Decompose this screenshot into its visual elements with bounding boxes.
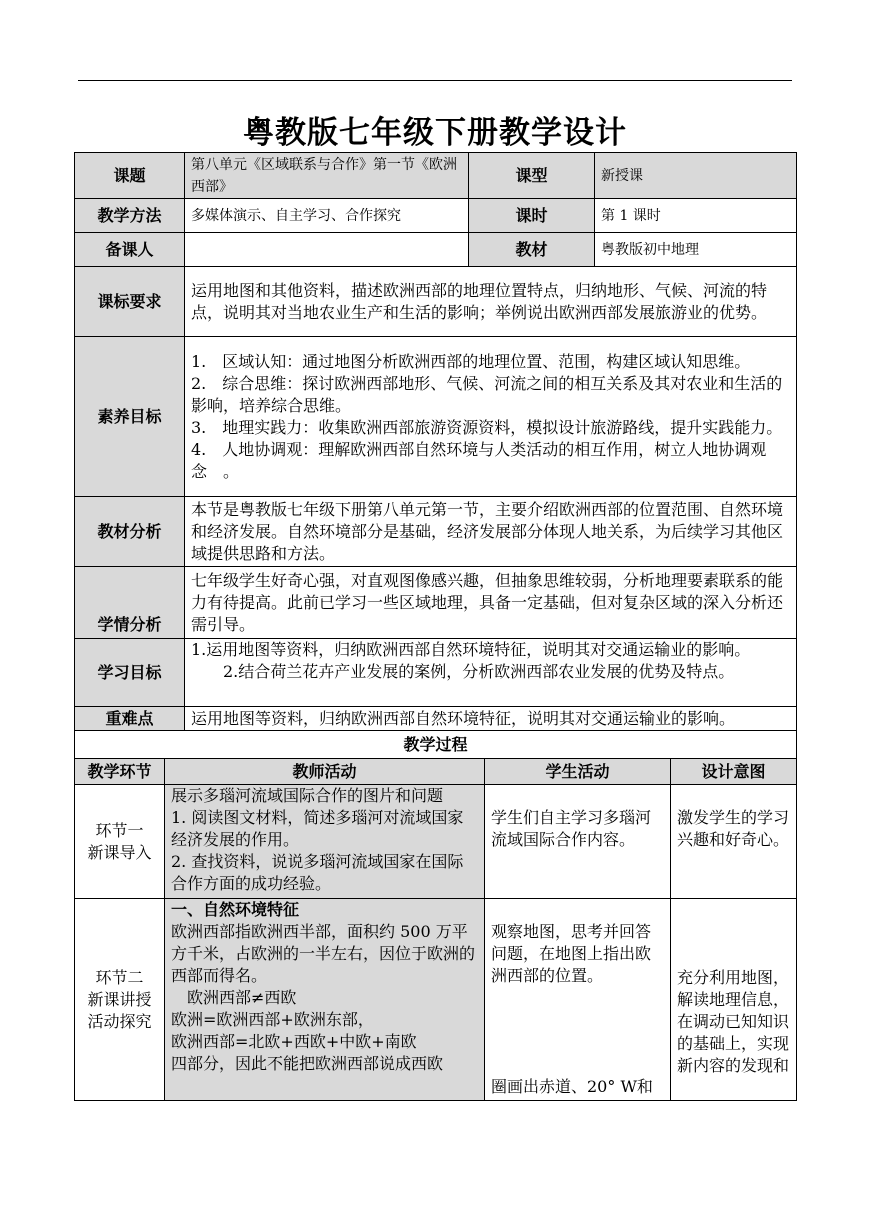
process-title: 教学过程 bbox=[75, 731, 797, 759]
column-header: 教学环节 bbox=[75, 759, 165, 785]
teacher-line: 1. 阅读图文材料，简述多瑙河对流域国家经济发展的作用。 bbox=[171, 808, 464, 849]
textbook-value: 粤教版初中地理 bbox=[595, 233, 797, 267]
table-row bbox=[75, 199, 797, 233]
literacy-list bbox=[185, 337, 797, 497]
column-header: 教师活动 bbox=[165, 759, 485, 785]
goals-item: 2.结合荷兰花卉产业发展的案例，分析欧洲西部农业发展的优势及特点。 bbox=[191, 662, 735, 681]
table-row bbox=[75, 731, 797, 759]
teacher-line: 展示多瑙河流域国际合作的图片和问题 bbox=[171, 786, 444, 805]
textbook-label: 教材 bbox=[469, 233, 595, 267]
design-intent: 充分利用地图，解读地理信息，在调动已知知识的基础上，实现新内容的发现和 bbox=[671, 899, 797, 1101]
hours-label: 课时 bbox=[469, 199, 595, 233]
design-intent: 激发学生的学习兴趣和好奇心。 bbox=[671, 785, 797, 899]
teacher-line: 欧洲西部=北欧+西欧+中欧+南欧 bbox=[171, 1032, 417, 1051]
student-line: 观察地图，思考并回答问题，在地图上指出欧洲西部的位置。 bbox=[491, 922, 652, 985]
goals-label: 学习目标 bbox=[75, 639, 185, 707]
material-text: 本节是粤教版七年级下册第八单元第一节，主要介绍欧洲西部的位置范围、自然环境和经济发展。自然环境部分是基础，经济发展部分体现人地关系，为后续学习其他区域提供思路和方法。 bbox=[185, 497, 797, 567]
curriculum-label: 课标要求 bbox=[75, 267, 185, 337]
teacher-line: 欧洲西部≠西欧 bbox=[171, 988, 297, 1007]
document-title: 粤教版七年级下册教学设计 bbox=[243, 115, 627, 151]
stage-cell bbox=[75, 899, 165, 1101]
teacher-line: 四部分，因此不能把欧洲西部说成西欧 bbox=[171, 1054, 444, 1073]
table-row bbox=[75, 707, 797, 731]
teacher-line: 欧洲=欧洲西部+欧洲东部， bbox=[171, 1010, 374, 1029]
student-line: 学生们自主学习多瑙河流域国际合作内容。 bbox=[491, 808, 652, 849]
goals-item: 1.运用地图等资料，归纳欧洲西部自然环境特征，说明其对交通运输业的影响。 bbox=[191, 640, 751, 659]
table-row bbox=[75, 497, 797, 567]
header-rule bbox=[78, 80, 792, 81]
stage-cell bbox=[75, 785, 165, 899]
preparer-value bbox=[185, 233, 469, 267]
table-row bbox=[75, 785, 797, 899]
topic-label: 课题 bbox=[75, 153, 185, 199]
literacy-item: 3. 地理实践力：收集欧洲西部旅游资源资料，模拟设计旅游路线，提升实践能力。 bbox=[191, 417, 783, 437]
teacher-activity bbox=[165, 899, 485, 1101]
key-text: 运用地图等资料，归纳欧洲西部自然环境特征，说明其对交通运输业的影响。 bbox=[185, 707, 797, 731]
stage-line: 新课导入 bbox=[87, 842, 152, 862]
key-label: 重难点 bbox=[75, 707, 185, 731]
table-row bbox=[75, 267, 797, 337]
info-table bbox=[74, 152, 797, 731]
stage-line: 活动探究 bbox=[87, 1011, 152, 1031]
table-row bbox=[75, 639, 797, 707]
table-row bbox=[75, 337, 797, 497]
student-activity bbox=[485, 785, 671, 899]
stage-line: 新课讲授 bbox=[87, 989, 152, 1009]
process-table bbox=[74, 730, 797, 1101]
teacher-activity bbox=[165, 785, 485, 899]
preparer-label: 备课人 bbox=[75, 233, 185, 267]
method-value: 多媒体演示、自主学习、合作探究 bbox=[185, 199, 469, 233]
literacy-label: 素养目标 bbox=[75, 337, 185, 497]
learner-label: 学情分析 bbox=[75, 567, 185, 639]
topic-value: 第八单元《区域联系与合作》第一节《欧洲西部》 bbox=[185, 153, 469, 199]
literacy-item: 2. 综合思维：探讨欧洲西部地形、气候、河流之间的相互关系及其对农业和生活的影响，培养综合思维。 bbox=[191, 373, 783, 415]
column-header: 设计意图 bbox=[671, 759, 797, 785]
stage-line: 环节一 bbox=[95, 820, 144, 840]
table-row bbox=[75, 899, 797, 1101]
table-row bbox=[75, 567, 797, 639]
table-row bbox=[75, 233, 797, 267]
table-row bbox=[75, 153, 797, 199]
material-label: 教材分析 bbox=[75, 497, 185, 567]
curriculum-text: 运用地图和其他资料，描述欧洲西部的地理位置特点，归纳地形、气候、河流的特点，说明其对当地农业生产和生活的影响；举例说出欧洲西部发展旅游业的优势。 bbox=[185, 267, 797, 337]
stage-line: 环节二 bbox=[95, 967, 144, 987]
goals-list bbox=[185, 639, 797, 707]
literacy-item: 4. 人地协调观：理解欧洲西部自然环境与人类活动的相互作用，树立人地协调观念 。 bbox=[191, 439, 767, 481]
teacher-line: 2. 查找资料，说说多瑙河流域国家在国际合作方面的成功经验。 bbox=[171, 852, 464, 893]
column-header: 学生活动 bbox=[485, 759, 671, 785]
table-row bbox=[75, 759, 797, 785]
student-activity bbox=[485, 899, 671, 1101]
teacher-line: 欧洲西部指欧洲西半部，面积约 500 万平方千米，占欧洲的一半左右，因位于欧洲的西部而得名。 bbox=[171, 922, 476, 985]
method-label: 教学方法 bbox=[75, 199, 185, 233]
teacher-heading: 一、自然环境特征 bbox=[171, 900, 300, 919]
type-value: 新授课 bbox=[595, 153, 797, 199]
hours-value: 第 1 课时 bbox=[595, 199, 797, 233]
type-label: 课型 bbox=[469, 153, 595, 199]
student-line: 圈画出赤道、20° W和 bbox=[491, 1077, 653, 1096]
literacy-item: 1. 区域认知：通过地图分析欧洲西部的地理位置、范围，构建区域认知思维。 bbox=[191, 351, 751, 371]
learner-text: 七年级学生好奇心强，对直观图像感兴趣，但抽象思维较弱，分析地理要素联系的能力有待提高。此前已学习一些区域地理，具备一定基础，但对复杂区域的深入分析还需引导。 bbox=[185, 567, 797, 639]
